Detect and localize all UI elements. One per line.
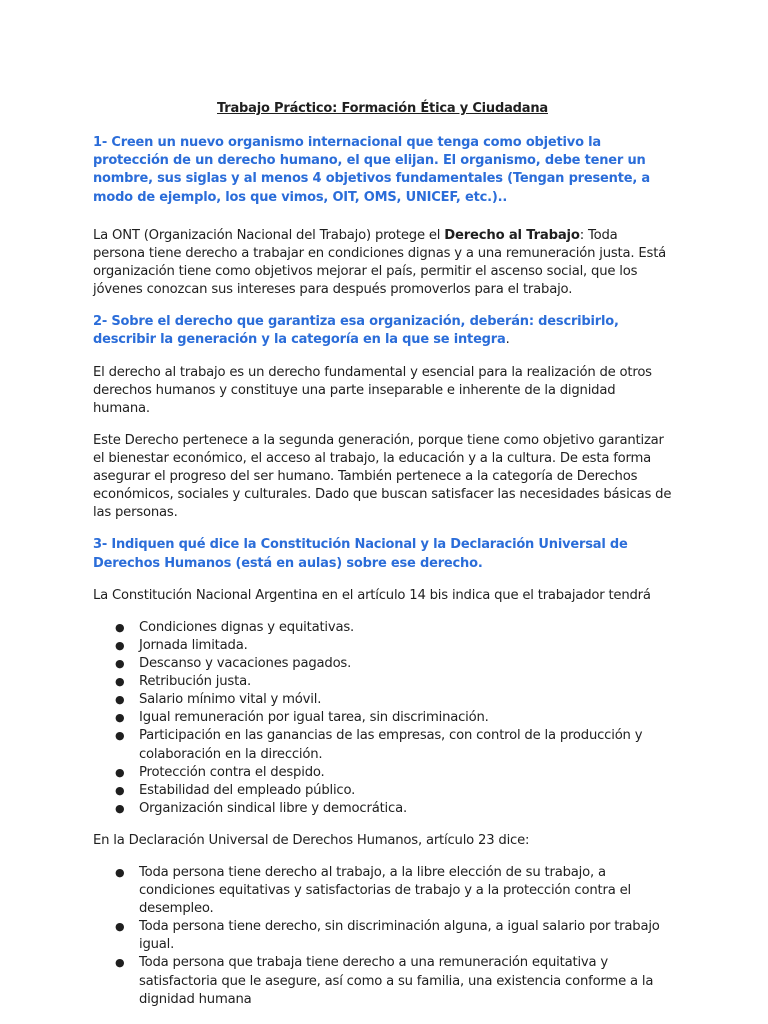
declaration-rights-list	[93, 864, 672, 1009]
question-2-text: 2- Sobre el derecho que garantiza esa organización, deberán: describirlo, describir la generación y la categoría en la que se integra	[93, 314, 619, 348]
bullet-icon: ●	[115, 638, 125, 652]
question-3: 3- Indiquen qué dice la Constitución Nacional y la Declaración Universal de Derechos Humanos (está en aulas) sobre ese derecho.	[93, 537, 628, 571]
list-item: ● Toda persona tiene derecho, sin discriminación alguna, a igual salario por trabajo igual.	[115, 919, 660, 953]
constitution-intro: La Constitución Nacional Argentina en el artículo 14 bis indica que el trabajador tendrá	[93, 587, 651, 603]
bullet-icon: ●	[115, 729, 125, 743]
answer-1-bold-term: Derecho al Trabajo	[444, 227, 580, 243]
list-item: ● Jornada limitada.	[139, 637, 672, 655]
list-item: ● Retribución justa.	[139, 673, 672, 691]
bullet-icon: ●	[115, 675, 125, 689]
list-item: ● Toda persona tiene derecho al trabajo, a la libre elección de su trabajo, a condiciones equitativas y satisfactorias de trabajo y a la protección contra el desempleo.	[115, 864, 631, 917]
bullet-icon: ●	[115, 693, 125, 707]
list-item: ● Toda persona que trabaja tiene derecho a una remuneración equitativa y satisfactoria que le asegure, así como a su familia, una existencia conforme a la dignidad humana	[115, 955, 654, 1007]
answer-1-text-start: La ONT (Organización Nacional del Trabajo) protege el	[93, 227, 445, 243]
list-item: ● Protección contra el despido.	[139, 764, 672, 782]
bullet-icon: ●	[115, 920, 125, 934]
list-item: ● Estabilidad del empleado público.	[139, 782, 672, 800]
bullet-icon: ●	[115, 765, 125, 779]
bullet-icon: ●	[115, 711, 125, 725]
question-2-tail: .	[505, 332, 510, 348]
answer-2-paragraph-2: Este Derecho pertenece a la segunda generación, porque tiene como objetivo garantizar el bienestar económico, el acceso al trabajo, la educación y a la cultura. De esta forma asegurar el progreso del ser humano. También pertenece a la categoría de Derechos económicos, sociales y culturales. Dado que buscan satisfacer las necesidades básicas de las personas.	[93, 432, 672, 521]
constitution-rights-list	[93, 619, 672, 818]
answer-1-paragraph	[93, 227, 672, 299]
answer-1-text-end: : Toda persona tiene derecho a trabajar en condiciones dignas y a una remuneración justa. Está organización tiene como objetivos mejorar el país, permitir el ascenso social, que los jóvenes conozcan sus intereses para después promoverlos para el trabajo.	[93, 227, 667, 298]
bullet-icon: ●	[115, 783, 125, 797]
list-item: ● Organización sindical libre y democrática.	[139, 800, 672, 818]
answer-2-paragraph-1: El derecho al trabajo es un derecho fundamental y esencial para la realización de otros derechos humanos y constituye una parte inseparable e inherente de la dignidad humana.	[93, 364, 652, 416]
bullet-icon: ●	[115, 801, 125, 815]
list-item: ● Descanso y vacaciones pagados.	[139, 655, 672, 673]
list-item: ● Salario mínimo vital y móvil.	[139, 691, 672, 709]
declaration-intro: En la Declaración Universal de Derechos Humanos, artículo 23 dice:	[93, 832, 530, 848]
bullet-icon: ●	[115, 620, 125, 634]
bullet-icon: ●	[115, 657, 125, 671]
question-2	[93, 313, 672, 349]
document-title: Trabajo Práctico: Formación Ética y Ciudadana	[217, 101, 548, 116]
question-1: 1- Creen un nuevo organismo internacional que tenga como objetivo la protección de un derecho humano, el que elijan. El organismo, debe tener un nombre, sus siglas y al menos 4 objetivos fundamentales (Tengan presente, a modo de ejemplo, los que vimos, OIT, OMS, UNICEF, etc.)..	[93, 135, 650, 205]
bullet-icon: ●	[115, 865, 125, 879]
bullet-icon: ●	[115, 956, 125, 970]
list-item: ● Condiciones dignas y equitativas.	[139, 619, 672, 637]
list-item: ● Participación en las ganancias de las empresas, con control de la producción y colaboración en la dirección.	[115, 728, 643, 762]
list-item: ● Igual remuneración por igual tarea, sin discriminación.	[139, 709, 672, 727]
